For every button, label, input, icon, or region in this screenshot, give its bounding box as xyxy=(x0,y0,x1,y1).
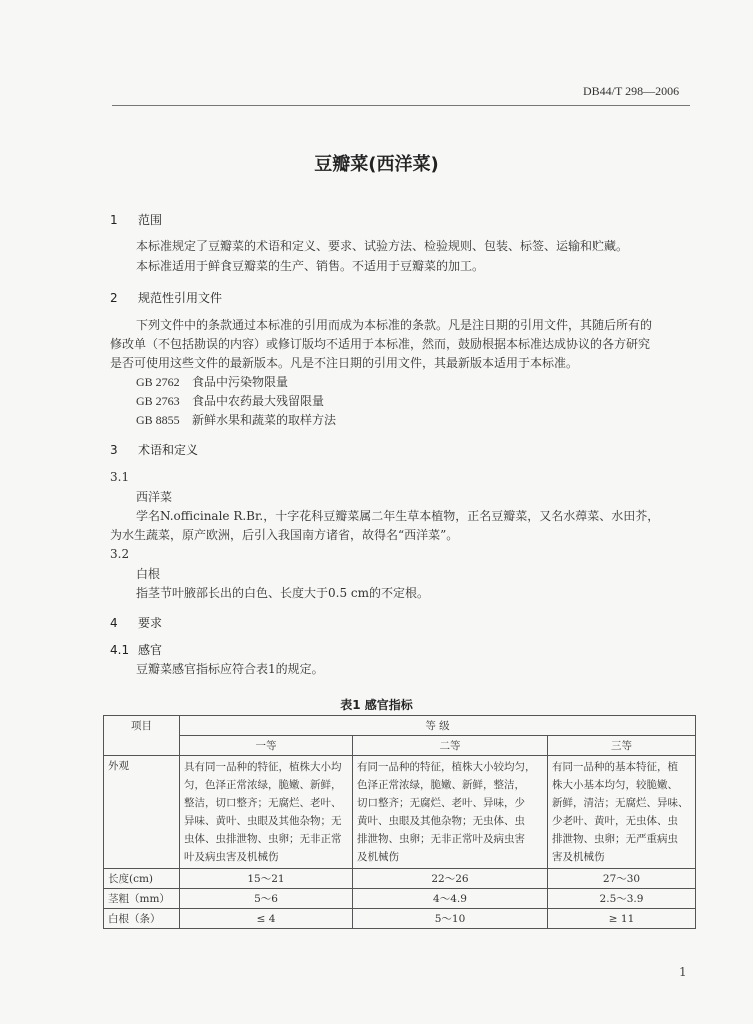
table-row-stem-diameter xyxy=(104,889,696,909)
document-number: DB44/T 298—2006 xyxy=(583,84,680,98)
subsection-title: 感官 xyxy=(138,643,163,657)
reference-code: GB 2762 xyxy=(136,375,180,389)
subsection-4-1-text: 豆瓣菜感官指标应符合表1的规定。 xyxy=(136,662,324,676)
section-title: 范围 xyxy=(138,213,163,227)
text-line: 有同一品种的特征，植株大小较均匀， xyxy=(357,761,536,773)
reference-name: 新鲜水果和蔬菜的取样方法 xyxy=(192,413,337,427)
reference-item xyxy=(136,373,288,392)
section-number: 3 xyxy=(110,443,118,457)
table-header-row xyxy=(104,716,696,736)
cell-grade-3: 2.5～3.9 xyxy=(548,889,696,909)
text-line: 及机械伤 xyxy=(357,851,399,863)
reference-name: 食品中污染物限量 xyxy=(192,375,289,389)
text-line: 叶及病虫害及机械伤 xyxy=(184,851,279,863)
table-row-white-roots xyxy=(104,909,696,929)
reference-code: GB 2763 xyxy=(136,394,180,408)
table-caption: 表1 感官指标 xyxy=(340,698,413,712)
section-1-paragraph-1: 本标准规定了豆瓣菜的术语和定义、要求、试验方法、检验规则、包装、标签、运输和贮藏。 xyxy=(136,239,629,253)
term-3-1-definition-line-1: 学名N.officinale R.Br.，十字花科豆瓣菜属二年生草本植物，正名豆瓣菜，又名水蔊菜、水田芥， xyxy=(136,509,660,523)
term-3-1-number: 3.1 xyxy=(110,470,130,484)
text-line: 新鲜，清洁；无腐烂、异味、 xyxy=(552,797,689,809)
text-line: 有同一品种的基本特征，植 xyxy=(552,761,678,773)
cell-grade-1: 5～6 xyxy=(180,889,353,909)
cell-grade-1: 15～21 xyxy=(180,869,353,889)
section-2-line-3: 是否可使用这些文件的最新版本。凡是不注日期的引用文件，其最新版本适用于本标准。 xyxy=(110,356,579,370)
cell-grade-3: 27～30 xyxy=(548,869,696,889)
grade-3-header: 三等 xyxy=(548,736,696,756)
section-number: 1 xyxy=(110,213,118,227)
header-grade: 等 级 xyxy=(180,716,696,736)
table-grade-row xyxy=(104,736,696,756)
section-2-line-1: 下列文件中的条款通过本标准的引用而成为本标准的条款。凡是注日期的引用文件，其随后所有的 xyxy=(136,318,653,332)
reference-item xyxy=(136,392,324,411)
cell-grade-2: 22～26 xyxy=(353,869,548,889)
appearance-grade-1 xyxy=(180,756,353,869)
text-line: 异味、黄叶、虫眼及其他杂物；无 xyxy=(184,815,342,827)
row-label: 长度(cm) xyxy=(104,869,180,889)
cell-grade-2: 4～4.9 xyxy=(353,889,548,909)
cell-grade-2: 5～10 xyxy=(353,909,548,929)
text-line: 切口整齐；无腐烂、老叶、异味，少 xyxy=(357,797,525,809)
term-3-2-name: 白根 xyxy=(136,567,161,581)
text-line: 虫体、虫排泄物、虫卵；无非正常 xyxy=(184,833,342,845)
section-title: 要求 xyxy=(138,616,163,630)
text-line: 整洁，切口整齐；无腐烂、老叶、 xyxy=(184,797,342,809)
table-row-appearance xyxy=(104,756,696,869)
row-label: 白根（条） xyxy=(104,909,180,929)
text-line: 匀，色泽正常浓绿，脆嫩、新鲜， xyxy=(184,779,342,791)
reference-name: 食品中农药最大残留限量 xyxy=(192,394,325,408)
header-rule xyxy=(112,105,690,106)
text-line: 色泽正常浓绿，脆嫩、新鲜，整洁， xyxy=(357,779,525,791)
page-number: 1 xyxy=(679,965,687,979)
header-item: 项目 xyxy=(104,716,180,756)
row-label: 茎粗（mm） xyxy=(104,889,180,909)
sensory-index-table xyxy=(103,715,696,929)
section-number: 4 xyxy=(110,616,118,630)
text-line: 黄叶、虫眼及其他杂物；无虫体、虫 xyxy=(357,815,525,827)
section-3-heading xyxy=(110,441,198,458)
section-1-heading xyxy=(110,211,162,228)
text-line: 排泄物、虫卵；无非正常叶及病虫害 xyxy=(357,833,525,845)
term-3-1-name: 西洋菜 xyxy=(136,490,173,504)
text-line: 排泄物、虫卵；无严重病虫 xyxy=(552,833,678,845)
subsection-4-1-heading xyxy=(110,641,162,658)
section-title: 规范性引用文件 xyxy=(138,291,223,305)
term-3-1-definition-line-2: 为水生蔬菜，原产欧洲，后引入我国南方诸省，故得名“西洋菜”。 xyxy=(110,528,459,542)
page-title: 豆瓣菜(西洋菜) xyxy=(314,154,439,175)
text-line: 少老叶、黄叶，无虫体、虫 xyxy=(552,815,678,827)
appearance-grade-2 xyxy=(353,756,548,869)
section-number: 2 xyxy=(110,291,118,305)
text-line: 具有同一品种的特征，植株大小均 xyxy=(184,761,342,773)
text-line: 害及机械伤 xyxy=(552,851,605,863)
row-label: 外观 xyxy=(104,756,180,869)
reference-code: GB 8855 xyxy=(136,413,180,427)
section-2-line-2: 修改单（不包括勘误的内容）或修订版均不适用于本标准，然而，鼓励根据本标准达成协议的各方研究 xyxy=(110,337,651,351)
section-4-heading xyxy=(110,614,162,631)
appearance-grade-3 xyxy=(548,756,696,869)
cell-grade-1: ≤ 4 xyxy=(180,909,353,929)
term-3-2-number: 3.2 xyxy=(110,547,130,561)
subsection-number: 4.1 xyxy=(110,643,130,657)
table-row-length xyxy=(104,869,696,889)
grade-1-header: 一等 xyxy=(180,736,353,756)
section-title: 术语和定义 xyxy=(138,443,199,457)
cell-grade-3: ≥ 11 xyxy=(548,909,696,929)
grade-2-header: 二等 xyxy=(353,736,548,756)
section-1-paragraph-2: 本标准适用于鲜食豆瓣菜的生产、销售。不适用于豆瓣菜的加工。 xyxy=(136,259,485,273)
text-line: 株大小基本均匀，较脆嫩、 xyxy=(552,779,678,791)
section-2-heading xyxy=(110,289,222,306)
term-3-2-definition: 指茎节叶腋部长出的白色、长度大于0.5 cm的不定根。 xyxy=(136,586,429,600)
reference-item xyxy=(136,411,336,430)
